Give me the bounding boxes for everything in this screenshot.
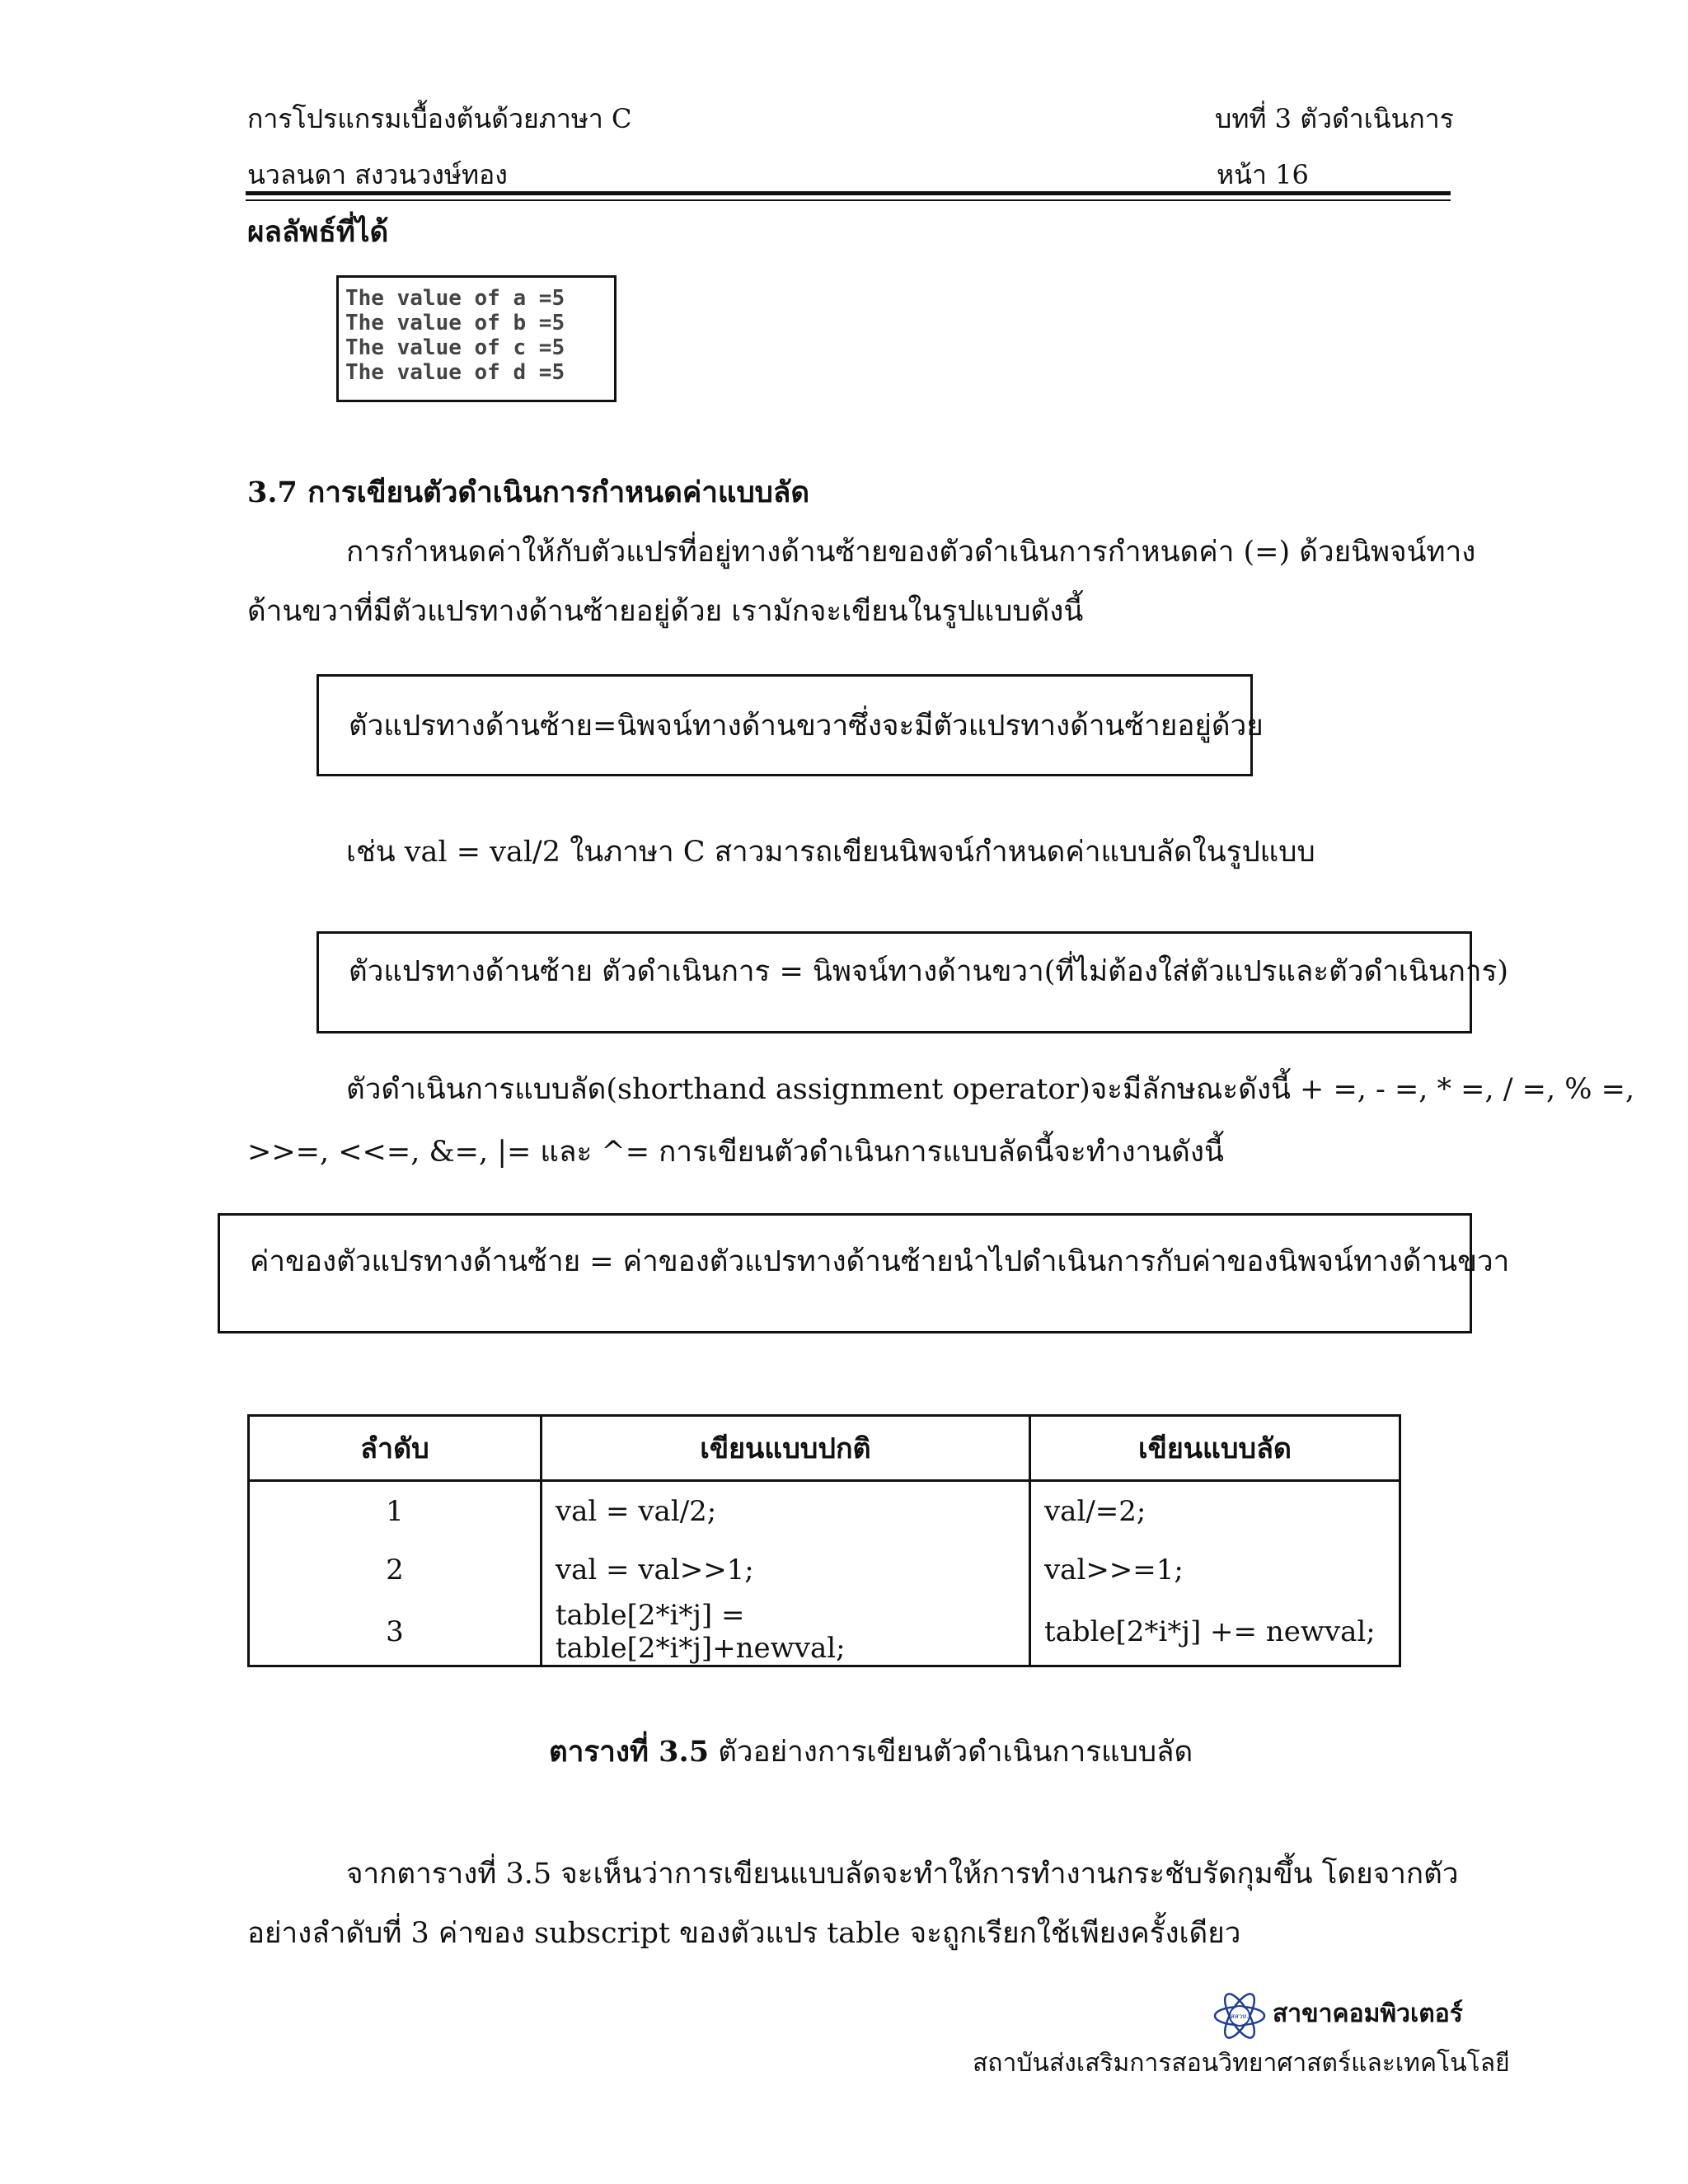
console-line: The value of c =5 bbox=[345, 335, 565, 360]
table-cell: table[2*i*j] += newval; bbox=[1029, 1599, 1400, 1666]
header-rule-thin bbox=[246, 199, 1451, 201]
section-heading: 3.7 การเขียนตัวดำเนินการกำหนดค่าแบบลัด bbox=[247, 476, 810, 509]
result-heading: ผลลัพธ์ที่ได้ bbox=[247, 215, 389, 249]
table-header-row bbox=[249, 1416, 1400, 1481]
table-cell: val>>=1; bbox=[1029, 1540, 1400, 1599]
table-cell: val/=2; bbox=[1029, 1481, 1400, 1541]
logo-text: สสวท. bbox=[1230, 2013, 1250, 2020]
paragraph-line: >>=, <<=, &=, |= และ ^= การเขียนตัวดำเนินการแบบลัดนี้จะทำงานดังนี้ bbox=[247, 1136, 1224, 1169]
table-header-cell: เขียนแบบลัด bbox=[1029, 1416, 1400, 1481]
console-line: The value of b =5 bbox=[345, 311, 565, 335]
table-row bbox=[249, 1599, 1400, 1666]
table-caption-text: ตัวอย่างการเขียนตัวดำเนินการแบบลัด bbox=[709, 1736, 1193, 1769]
header-book-title: การโปรแกรมเบื้องต้นด้วยภาษา C bbox=[247, 103, 632, 134]
table-cell: table[2*i*j] = table[2*i*j]+newval; bbox=[541, 1599, 1029, 1666]
header-chapter: บทที่ 3 ตัวดำเนินการ bbox=[1215, 103, 1454, 134]
syntax-box-text: ค่าของตัวแปรทางด้านซ้าย = ค่าของตัวแปรทางด้านซ้ายนำไปดำเนินการกับค่าของนิพจน์ทางด้านขวา bbox=[250, 1245, 1510, 1278]
paragraph-line: ด้านขวาที่มีตัวแปรทางด้านซ้ายอยู่ด้วย เรามักจะเขียนในรูปแบบดังนี้ bbox=[247, 595, 1084, 628]
footer-institute: สถาบันส่งเสริมการสอนวิทยาศาสตร์และเทคโนโลยี bbox=[973, 2049, 1510, 2078]
table-caption-label: ตารางที่ 3.5 bbox=[549, 1735, 710, 1769]
table-header-cell: ลำดับ bbox=[249, 1416, 542, 1481]
paragraph-line: จากตารางที่ 3.5 จะเห็นว่าการเขียนแบบลัดจะทำให้การทำงานกระชับรัดกุมขึ้น โดยจากตัว bbox=[346, 1858, 1459, 1891]
syntax-box-text: ตัวแปรทางด้านซ้าย=นิพจน์ทางด้านขวาซึ่งจะมีตัวแปรทางด้านซ้ายอยู่ด้วย bbox=[349, 710, 1264, 743]
paragraph-line: การกำหนดค่าให้กับตัวแปรที่อยู่ทางด้านซ้ายของตัวดำเนินการกำหนดค่า (=) ด้วยนิพจน์ทาง bbox=[346, 536, 1476, 569]
syntax-box bbox=[316, 674, 1264, 776]
paragraph-line: เช่น val = val/2 ในภาษา C สาวมารถเขียนนิพจน์กำหนดค่าแบบลัดในรูปแบบ bbox=[346, 836, 1315, 869]
table-cell: 3 bbox=[249, 1599, 542, 1666]
table-cell: val = val>>1; bbox=[541, 1540, 1029, 1599]
syntax-box-text: ตัวแปรทางด้านซ้าย ตัวดำเนินการ = นิพจน์ทางด้านขวา(ที่ไม่ต้องใส่ตัวแปรและตัวดำเนินการ) bbox=[349, 955, 1509, 988]
table-caption bbox=[549, 1736, 1193, 1769]
footer-department: สาขาคอมพิวเตอร์ bbox=[1273, 1999, 1463, 2028]
header-page-number: หน้า 16 bbox=[1217, 159, 1309, 190]
console-line: The value of a =5 bbox=[345, 286, 565, 311]
syntax-box bbox=[316, 931, 1509, 1033]
console-line: The value of d =5 bbox=[345, 360, 565, 385]
paragraph-line: อย่างลำดับที่ 3 ค่าของ subscript ของตัวแปร table จะถูกเรียกใช้เพียงครั้งเดียว bbox=[247, 1917, 1241, 1950]
header-author: นวลนดา สงวนวงษ์ทอง bbox=[247, 159, 508, 190]
table-cell: 2 bbox=[249, 1540, 542, 1599]
atom-emblem-icon bbox=[1213, 1990, 1266, 2042]
header-rule-thick bbox=[246, 191, 1451, 195]
console-output bbox=[336, 275, 617, 402]
table-row bbox=[249, 1540, 1400, 1599]
table-header-cell: เขียนแบบปกติ bbox=[541, 1416, 1029, 1481]
table-row bbox=[249, 1481, 1400, 1541]
syntax-box bbox=[218, 1213, 1510, 1333]
shorthand-table bbox=[247, 1414, 1401, 1667]
table-cell: val = val/2; bbox=[541, 1481, 1029, 1541]
paragraph-line: ตัวดำเนินการแบบลัด(shorthand assignment operator)จะมีลักษณะดังนี้ + =, - =, * =, / =, % =, bbox=[346, 1073, 1635, 1106]
table-cell: 1 bbox=[249, 1481, 542, 1541]
